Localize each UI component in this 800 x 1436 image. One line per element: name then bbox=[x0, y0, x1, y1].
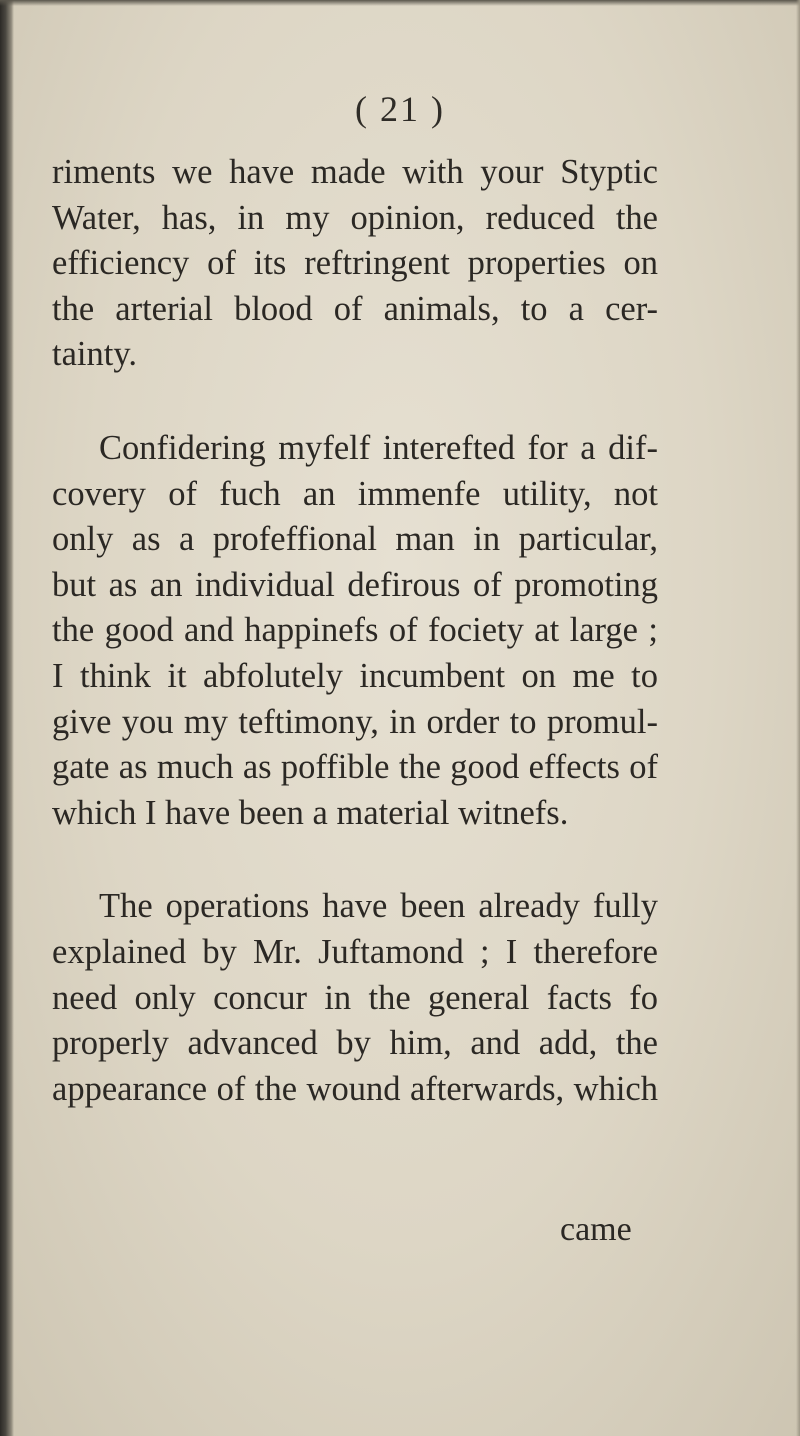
catchword: came bbox=[560, 1211, 632, 1248]
page-top-edge bbox=[0, 0, 800, 6]
text-line: efficiency of its reftringent properties on bbox=[52, 244, 658, 283]
text-line: Confidering myfelf interefted for a dif- bbox=[99, 428, 658, 467]
text-line: gate as much as poffible the good effects of bbox=[52, 748, 658, 787]
page-right-edge bbox=[796, 0, 800, 1436]
body-text bbox=[52, 150, 658, 1112]
text-line: give you my teftimony, in order to promul- bbox=[52, 702, 658, 741]
paragraph bbox=[52, 426, 658, 836]
text-line: only as a profeffional man in particular, bbox=[52, 520, 658, 559]
text-line: but as an individual defirous of promoting bbox=[52, 565, 658, 604]
text-line: I think it abfolutely incumbent on me to bbox=[52, 656, 658, 695]
page-binding-edge bbox=[0, 0, 14, 1436]
text-line: tainty. bbox=[52, 335, 137, 374]
text-line: explained by Mr. Juftamond ; I therefore bbox=[52, 932, 658, 971]
paragraph bbox=[52, 884, 658, 1112]
text-line: covery of fuch an immenfe utility, not bbox=[52, 474, 658, 513]
paragraph bbox=[52, 150, 658, 378]
text-line: The operations have been already fully bbox=[99, 887, 658, 926]
page-number: ( 21 ) bbox=[355, 89, 445, 129]
text-line: riments we have made with your Styptic bbox=[52, 153, 658, 191]
text-line: the arterial blood of animals, to a cer- bbox=[52, 289, 658, 328]
text-line: appearance of the wound afterwards, which bbox=[52, 1069, 658, 1108]
paragraph-gap bbox=[52, 378, 658, 426]
text-line: which I have been a material witnefs. bbox=[52, 793, 569, 832]
text-line: need only concur in the general facts fo bbox=[52, 978, 658, 1017]
paragraph-gap bbox=[52, 836, 658, 884]
text-line: properly advanced by him, and add, the bbox=[52, 1024, 658, 1063]
text-line: Water, has, in my opinion, reduced the bbox=[52, 198, 658, 237]
text-line: the good and happinefs of fociety at large ; bbox=[52, 611, 658, 650]
